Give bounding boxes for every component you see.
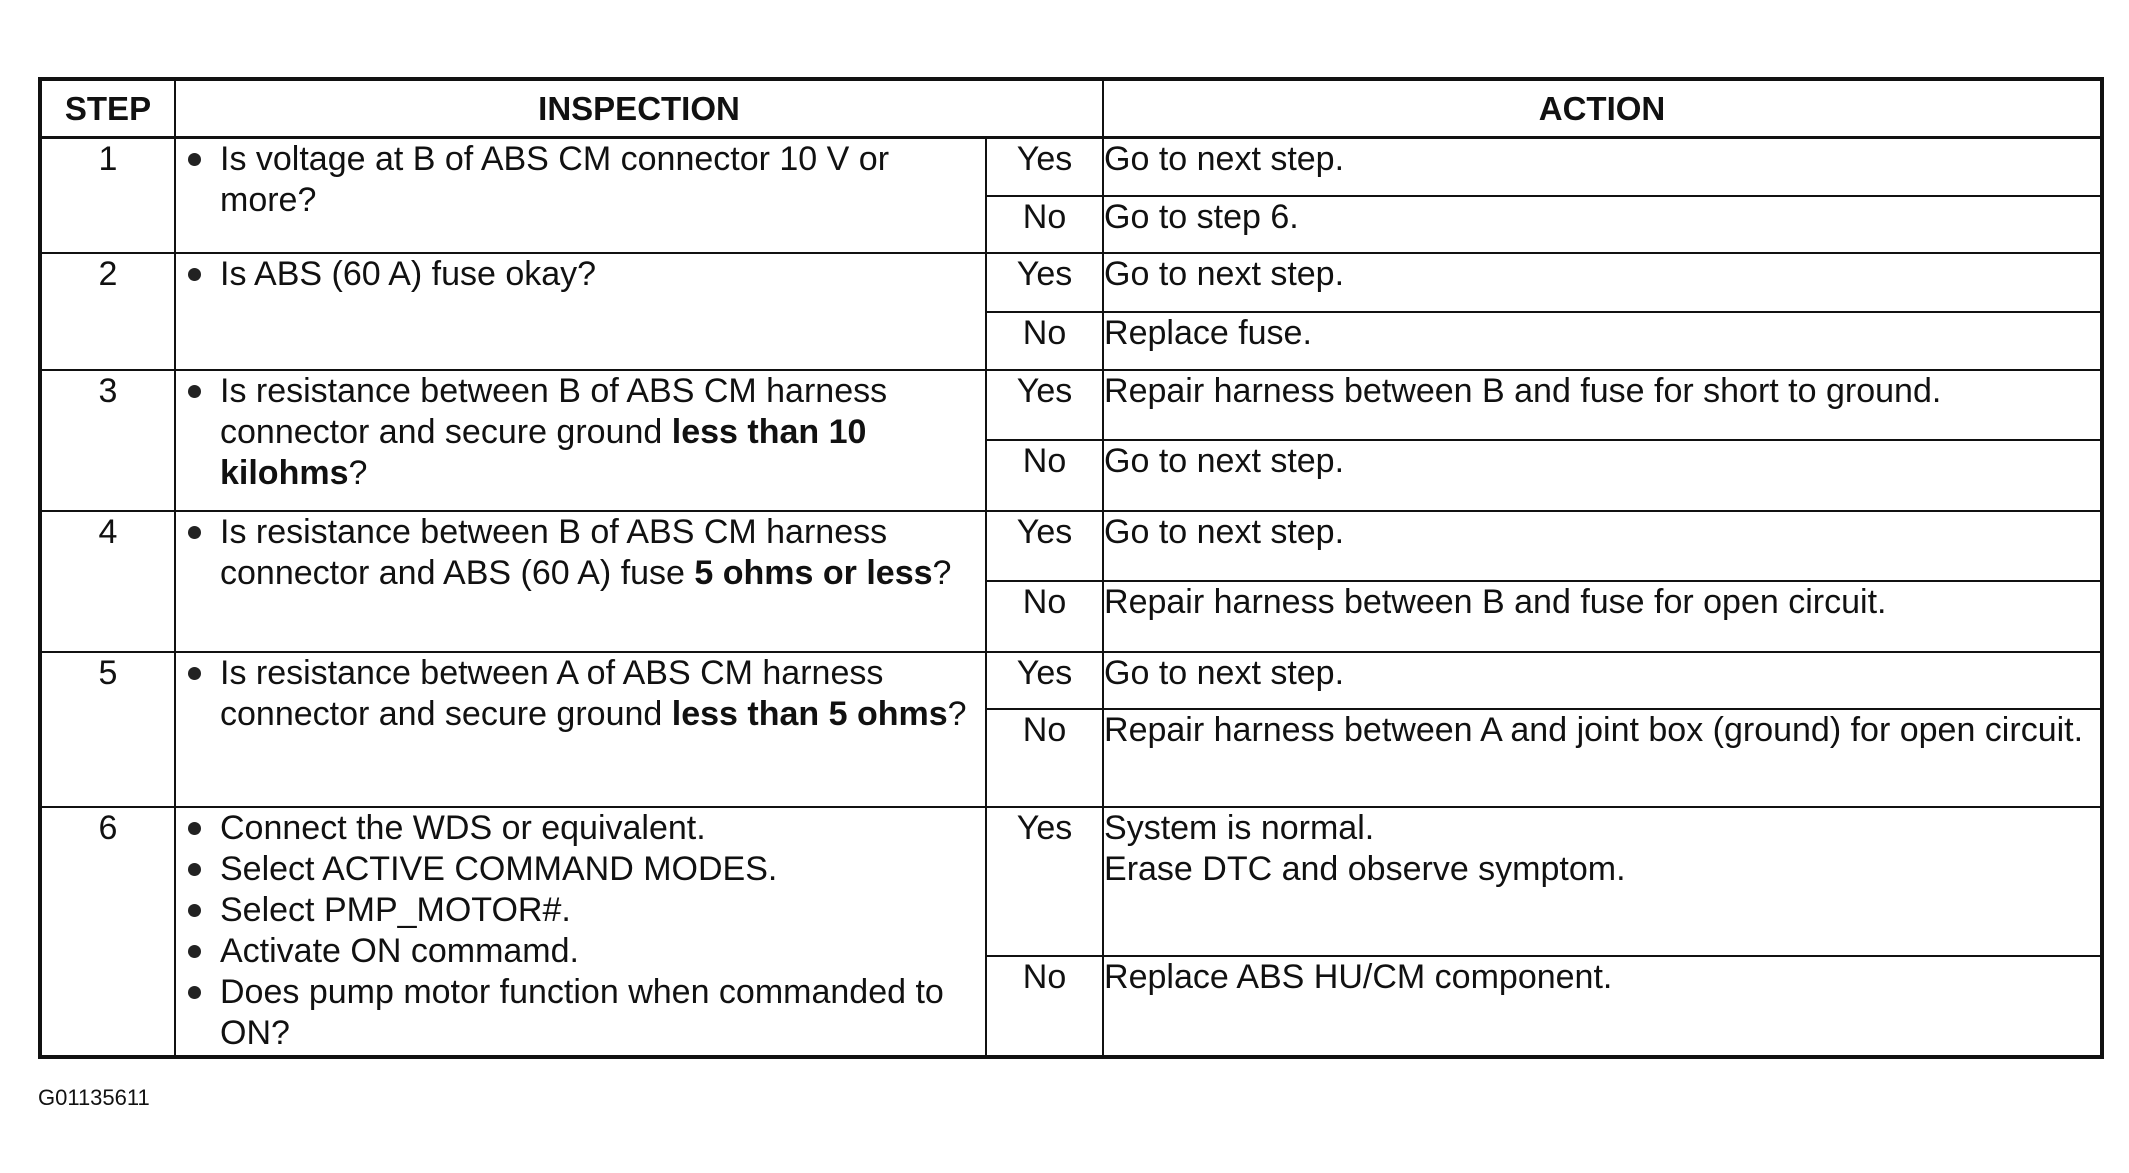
header-inspection: INSPECTION: [175, 79, 1103, 138]
step-6-check-5: Does pump motor function when commanded to ON?: [176, 972, 985, 1054]
step-5-no-label: No: [986, 709, 1103, 807]
step-1-yes-action: Go to next step.: [1103, 138, 2102, 196]
step-6-number: 6: [40, 807, 175, 1057]
step-5-check: Is resistance between A of ABS CM harness connector and secure ground less than 5 ohms?: [176, 653, 985, 735]
step-3-number: 3: [40, 370, 175, 511]
step-4-yes-row: [40, 511, 2102, 581]
step-6-no-action: Replace ABS HU/CM component.: [1103, 956, 2102, 1057]
step-3-yes-row: [40, 370, 2102, 440]
step-2-yes-action: Go to next step.: [1103, 253, 2102, 312]
step-1-number: 1: [40, 138, 175, 253]
step-6-check-2: Select ACTIVE COMMAND MODES.: [176, 849, 985, 890]
step-6-yes-row: [40, 807, 2102, 956]
step-1-yes-row: [40, 138, 2102, 196]
step-5-no-action: Repair harness between A and joint box (ground) for open circuit.: [1103, 709, 2102, 807]
step-6-yes-action: [1103, 807, 2102, 956]
step-3-no-action: Go to next step.: [1103, 440, 2102, 511]
step-6-check-1: Connect the WDS or equivalent.: [176, 808, 985, 849]
header-row: [40, 79, 2102, 138]
step-4-no-label: No: [986, 581, 1103, 652]
step-2-yes-label: Yes: [986, 253, 1103, 312]
step-2-check: Is ABS (60 A) fuse okay?: [176, 254, 985, 295]
step-1-check: Is voltage at B of ABS CM connector 10 V or more?: [176, 139, 985, 221]
step-4-inspection: [175, 511, 986, 652]
step-1-yes-label: Yes: [986, 138, 1103, 196]
step-5-inspection: [175, 652, 986, 807]
step-4-number: 4: [40, 511, 175, 652]
step-2-no-action: Replace fuse.: [1103, 312, 2102, 370]
step-4-check: Is resistance between B of ABS CM harness connector and ABS (60 A) fuse 5 ohms or less?: [176, 512, 985, 594]
step-2-number: 2: [40, 253, 175, 370]
step-4-no-action: Repair harness between B and fuse for open circuit.: [1103, 581, 2102, 652]
step-5-yes-label: Yes: [986, 652, 1103, 709]
step-6-yes-action-line-1: System is normal.: [1104, 808, 1375, 847]
step-6-no-label: No: [986, 956, 1103, 1057]
step-6-check-3: Select PMP_MOTOR#.: [176, 890, 985, 931]
step-3-no-label: No: [986, 440, 1103, 511]
step-1-no-action: Go to step 6.: [1103, 196, 2102, 253]
step-6-yes-label: Yes: [986, 807, 1103, 956]
header-step: STEP: [40, 79, 175, 138]
step-6-inspection: [175, 807, 986, 1057]
step-2-inspection: [175, 253, 986, 370]
step-6-check-4: Activate ON commamd.: [176, 931, 985, 972]
figure-id: G01135611: [38, 1085, 150, 1110]
step-3-check: Is resistance between B of ABS CM harness connector and secure ground less than 10 kilohms?: [176, 371, 985, 494]
step-3-inspection: [175, 370, 986, 511]
header-action: ACTION: [1103, 79, 2102, 138]
step-1-no-label: No: [986, 196, 1103, 253]
step-5-number: 5: [40, 652, 175, 807]
diagnostic-table: [38, 77, 2104, 1059]
step-6-yes-action-line-2: Erase DTC and observe symptom.: [1104, 849, 1626, 888]
step-2-no-label: No: [986, 312, 1103, 370]
step-5-yes-action: Go to next step.: [1103, 652, 2102, 709]
step-1-inspection: [175, 138, 986, 253]
step-3-yes-label: Yes: [986, 370, 1103, 440]
step-5-yes-row: [40, 652, 2102, 709]
step-4-yes-label: Yes: [986, 511, 1103, 581]
step-3-yes-action: Repair harness between B and fuse for short to ground.: [1103, 370, 2102, 440]
step-4-yes-action: Go to next step.: [1103, 511, 2102, 581]
step-2-yes-row: [40, 253, 2102, 312]
